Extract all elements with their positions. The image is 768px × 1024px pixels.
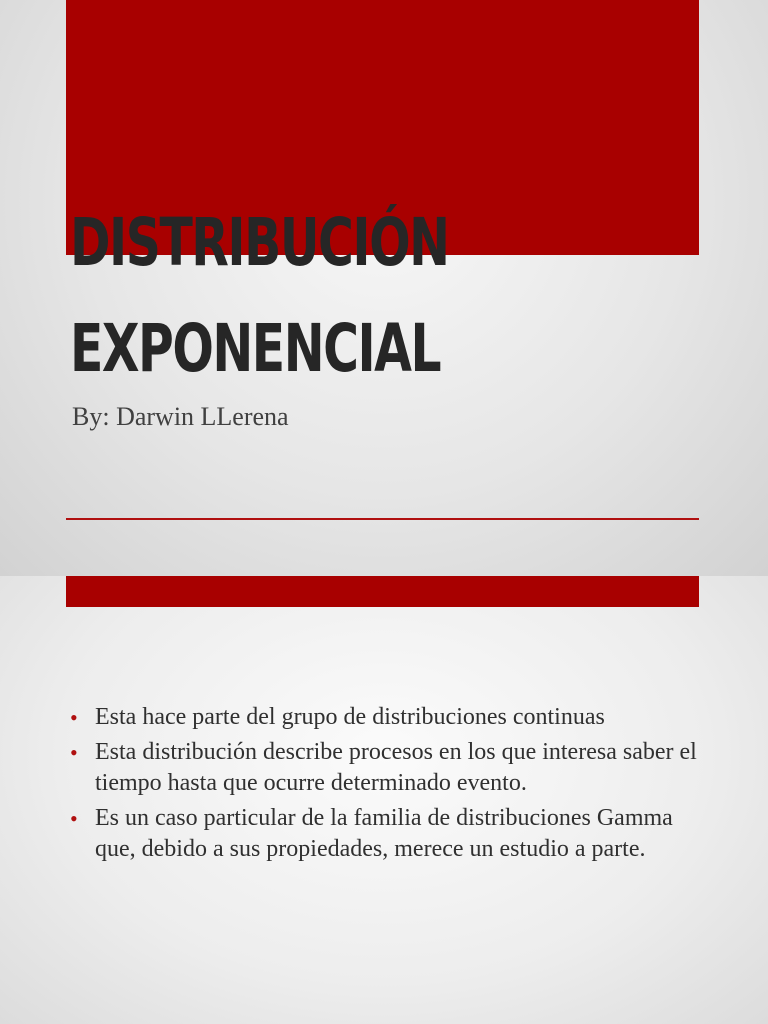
bullet-item xyxy=(70,803,710,865)
slide-title xyxy=(70,190,581,402)
title-line-1: DISTRIBUCIÓN xyxy=(70,204,449,281)
bullet-text: Esta hace parte del grupo de distribuciones continuas xyxy=(95,704,605,730)
bullet-item xyxy=(70,702,710,733)
bullet-icon: • xyxy=(70,806,78,831)
title-line-2: EXPONENCIAL xyxy=(70,310,441,387)
bullet-icon: • xyxy=(70,740,78,765)
bullet-item xyxy=(70,737,710,799)
bullet-icon: • xyxy=(70,705,78,730)
bullet-text: Es un caso particular de la familia de distribuciones Gamma que, debido a sus propiedades, merece un estudio a parte. xyxy=(95,805,673,862)
bullet-list xyxy=(70,702,710,869)
bullet-text: Esta distribución describe procesos en los que interesa saber el tiempo hasta que ocurre determinado evento. xyxy=(95,739,697,796)
red-header-bar xyxy=(66,576,699,607)
red-divider-line xyxy=(66,518,699,520)
slide-subtitle: By: Darwin LLerena xyxy=(72,402,289,431)
content-slide xyxy=(0,576,768,1024)
